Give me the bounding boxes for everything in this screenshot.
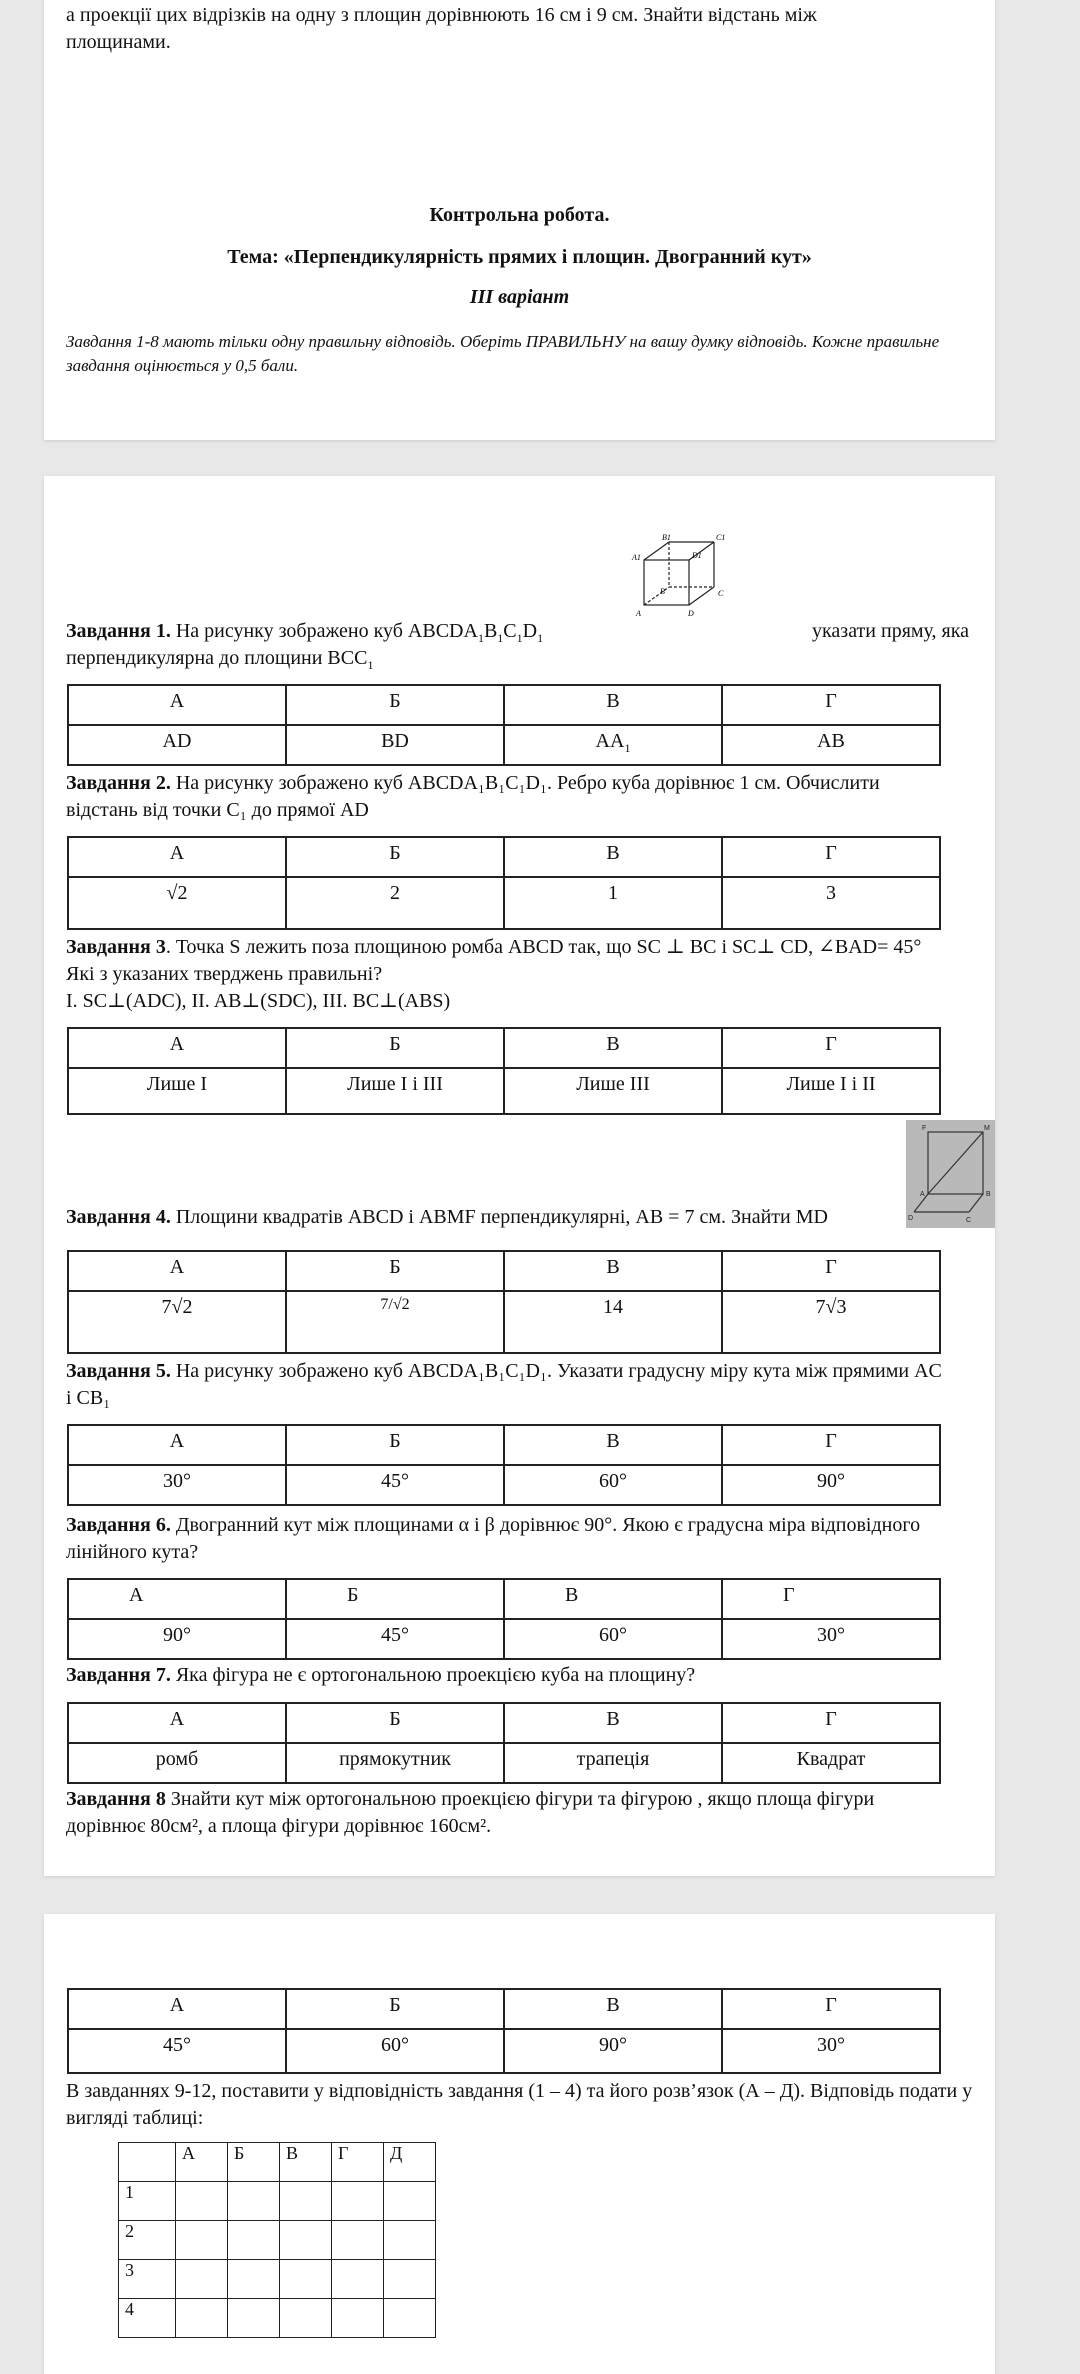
task2-label: Завдання 2. bbox=[66, 772, 171, 794]
header-v: В bbox=[504, 1989, 722, 2029]
task3-answer-table bbox=[67, 1027, 941, 1115]
header-g: Г bbox=[722, 1703, 940, 1743]
page1-top-line2: площинами. bbox=[66, 31, 171, 53]
header-v: В bbox=[504, 1251, 722, 1291]
matching-instruction-line1: В завданнях 9-12, поставити у відповідність завдання (1 – 4) та його розв’язок (А – Д). Відповідь подати у bbox=[66, 2080, 973, 2102]
task1-label: Завдання 1. bbox=[66, 620, 171, 642]
grid-cell[interactable] bbox=[176, 2182, 228, 2221]
task6-label: Завдання 6. bbox=[66, 1514, 171, 1536]
task7-answer-table bbox=[67, 1702, 941, 1784]
grid-cell[interactable] bbox=[176, 2221, 228, 2260]
task1-answer-v-text: AA bbox=[595, 730, 625, 752]
grid-cell[interactable] bbox=[332, 2260, 384, 2299]
task4-answer-g[interactable]: 7√3 bbox=[722, 1291, 940, 1353]
squares-figure bbox=[906, 1120, 995, 1228]
cube-label-d: D bbox=[688, 609, 694, 618]
cube-label-a1: A1 bbox=[632, 553, 641, 562]
task8-answer-v[interactable]: 90° bbox=[504, 2029, 722, 2073]
grid-col-a: А bbox=[176, 2143, 228, 2182]
cube-label-c: C bbox=[718, 589, 724, 598]
task7-body: Яка фігура не є ортогональною проекцією куба на площину? bbox=[175, 1664, 696, 1686]
task7-answer-v[interactable]: трапеція bbox=[504, 1743, 722, 1783]
header-v: В bbox=[504, 1425, 722, 1465]
page1-top-line1: а проекції цих відрізків на одну з площин дорівнюють 16 см і 9 см. Знайти відстань між bbox=[66, 4, 817, 26]
grid-col-d: Д bbox=[384, 2143, 436, 2182]
grid-cell[interactable] bbox=[280, 2221, 332, 2260]
header-b: Б bbox=[286, 1028, 504, 1068]
task8-line2: дорівнює 80см², а площа фігури дорівнює 160см². bbox=[66, 1815, 492, 1837]
grid-row-2: 2 bbox=[119, 2221, 176, 2260]
task5-answer-b[interactable]: 45° bbox=[286, 1465, 504, 1505]
grid-cell[interactable] bbox=[384, 2299, 436, 2338]
header-g: Г bbox=[722, 1989, 940, 2029]
page-1 bbox=[44, 0, 995, 440]
task4-body: Площини квадратів ABCD і ABMF перпендикулярні, AB = 7 см. Знайти MD bbox=[175, 1206, 828, 1228]
task1-body: На рисунку зображено куб ABCDA bbox=[175, 620, 478, 642]
header-a: А bbox=[68, 1425, 286, 1465]
task1-answer-g[interactable]: AB bbox=[722, 725, 940, 765]
task5-answer-g[interactable]: 90° bbox=[722, 1465, 940, 1505]
sq-label-b: B bbox=[986, 1191, 991, 1198]
task8-answer-table bbox=[67, 1988, 941, 2074]
task8-label: Завдання 8 bbox=[66, 1788, 166, 1810]
grid-cell[interactable] bbox=[332, 2221, 384, 2260]
task7-answer-g[interactable]: Квадрат bbox=[722, 1743, 940, 1783]
page-2 bbox=[44, 476, 995, 1876]
task3-text bbox=[66, 934, 921, 961]
task5-answer-table bbox=[67, 1424, 941, 1506]
task7-label: Завдання 7. bbox=[66, 1664, 171, 1686]
task4-label: Завдання 4. bbox=[66, 1206, 171, 1228]
task8-text bbox=[66, 1786, 874, 1813]
header-a: А bbox=[68, 685, 286, 725]
cube-label-b: B bbox=[660, 587, 665, 596]
header-b: Б bbox=[286, 1251, 504, 1291]
grid-cell[interactable] bbox=[384, 2182, 436, 2221]
header-g: Г bbox=[722, 1425, 940, 1465]
task1-text: Завдання 1. На рисунку зображено куб $ABCDA_1B_1C_1D_1$ bbox=[66, 620, 544, 645]
grid-cell[interactable] bbox=[384, 2221, 436, 2260]
sq-label-a: A bbox=[920, 1191, 925, 1198]
task2-text bbox=[66, 770, 880, 797]
grid-row-1: 1 bbox=[119, 2182, 176, 2221]
cube-label-c1: C1 bbox=[716, 533, 726, 542]
task5-answer-a[interactable]: 30° bbox=[68, 1465, 286, 1505]
task1-answer-a[interactable]: AD bbox=[68, 725, 286, 765]
task6-answer-table bbox=[67, 1578, 941, 1660]
grid-cell[interactable] bbox=[228, 2182, 280, 2221]
test-topic: Тема: «Перпендикулярність прямих і площин. Двогранний кут» bbox=[227, 246, 812, 268]
task3-body: . Точка S лежить поза площиною ромба ABCD так, що SC ⊥ BC і SC⊥ CD, ∠BAD= 45° bbox=[165, 936, 922, 958]
task6-answer-g[interactable]: 30° bbox=[722, 1619, 940, 1659]
task1-answer-table bbox=[67, 684, 941, 766]
cube-label-d1: D1 bbox=[692, 551, 702, 560]
task8-answer-b[interactable]: 60° bbox=[286, 2029, 504, 2073]
grid-cell[interactable] bbox=[384, 2260, 436, 2299]
task2-answer-v[interactable]: 1 bbox=[504, 877, 722, 929]
grid-cell[interactable] bbox=[332, 2299, 384, 2338]
grid-cell[interactable] bbox=[280, 2182, 332, 2221]
task6-answer-v[interactable]: 60° bbox=[504, 1619, 722, 1659]
task3-answer-b[interactable]: Лише І і ІІІ bbox=[286, 1068, 504, 1114]
header-g: Г bbox=[722, 1579, 940, 1619]
header-b: Б bbox=[286, 1989, 504, 2029]
grid-col-b: Б bbox=[228, 2143, 280, 2182]
task5-text bbox=[66, 1358, 942, 1385]
task2-answer-table bbox=[67, 836, 941, 930]
task4-answer-b[interactable]: 7/√2 bbox=[286, 1291, 504, 1353]
page-3 bbox=[44, 1914, 995, 2374]
header-v: В bbox=[504, 1028, 722, 1068]
task3-answer-v[interactable]: Лише ІІІ bbox=[504, 1068, 722, 1114]
task1-line2-text: перпендикулярна до площини BCC bbox=[66, 647, 368, 669]
sq-label-c: C bbox=[966, 1217, 972, 1224]
task6-answer-a[interactable]: 90° bbox=[68, 1619, 286, 1659]
grid-cell[interactable] bbox=[176, 2260, 228, 2299]
task3-label: Завдання 3 bbox=[66, 936, 166, 958]
task8-answer-a[interactable]: 45° bbox=[68, 2029, 286, 2073]
task5-line2: і CB₁ bbox=[66, 1387, 111, 1409]
task2-answer-g[interactable]: 3 bbox=[722, 877, 940, 929]
task6-body: Двогранний кут між площинами α і β дорівнює 90°. Якою є градусна міра відповідного bbox=[170, 1514, 921, 1536]
header-v: В bbox=[504, 1579, 722, 1619]
task6-text bbox=[66, 1512, 920, 1539]
header-a: А bbox=[68, 1579, 286, 1619]
matching-instruction-line2: вигляді таблиці: bbox=[66, 2107, 204, 2129]
grid-row-4: 4 bbox=[119, 2299, 176, 2338]
grid-cell[interactable] bbox=[228, 2221, 280, 2260]
header-g: Г bbox=[722, 1028, 940, 1068]
test-variant: ІІІ варіант bbox=[469, 286, 570, 308]
task7-text bbox=[66, 1662, 695, 1689]
header-g: Г bbox=[722, 837, 940, 877]
task3-line3: I. SC⊥(ADC), II. AB⊥(SDC), III. BC⊥(ABS) bbox=[66, 990, 451, 1012]
task7-answer-b[interactable]: прямокутник bbox=[286, 1743, 504, 1783]
grid-cell[interactable] bbox=[280, 2260, 332, 2299]
header-v: В bbox=[504, 837, 722, 877]
grid-cell[interactable] bbox=[176, 2299, 228, 2338]
grid-corner bbox=[119, 2143, 176, 2182]
task6-answer-b[interactable]: 45° bbox=[286, 1619, 504, 1659]
sq-label-d: D bbox=[908, 1215, 914, 1222]
cube-figure bbox=[624, 532, 754, 622]
header-b: Б bbox=[286, 1703, 504, 1743]
grid-col-g: Г bbox=[332, 2143, 384, 2182]
task4-answer-table bbox=[67, 1250, 941, 1354]
task8-answer-g[interactable]: 30° bbox=[722, 2029, 940, 2073]
header-b: Б bbox=[286, 1425, 504, 1465]
cube-label-a: A bbox=[636, 609, 641, 618]
task2-line2: відстань від точки C₁ до прямої AD bbox=[66, 799, 369, 821]
task7-answer-a[interactable]: ромб bbox=[68, 1743, 286, 1783]
sq-label-f: F bbox=[922, 1125, 927, 1132]
task5-body: На рисунку зображено куб ABCDA₁B₁C₁D₁. Указати градусну міру кута між прямими AC bbox=[175, 1360, 942, 1382]
header-a: А bbox=[68, 1028, 286, 1068]
task3-line2: Які з указаних тверджень правильні? bbox=[66, 963, 383, 985]
header-b: Б bbox=[286, 837, 504, 877]
task5-label: Завдання 5. bbox=[66, 1360, 171, 1382]
task4-answer-v[interactable]: 14 bbox=[504, 1291, 722, 1353]
grid-col-v: В bbox=[280, 2143, 332, 2182]
task4-text bbox=[66, 1204, 828, 1231]
header-g: Г bbox=[722, 1251, 940, 1291]
task1-answer-b[interactable]: BD bbox=[286, 725, 504, 765]
header-b: Б bbox=[286, 1579, 504, 1619]
task2-body: На рисунку зображено куб ABCDA₁B₁C₁D₁. Ребро куба дорівнює 1 см. Обчислити bbox=[175, 772, 880, 794]
grid-cell[interactable] bbox=[332, 2182, 384, 2221]
task1-text-right: указати пряму, яка bbox=[812, 620, 970, 642]
task4-answer-a[interactable]: 7√2 bbox=[68, 1291, 286, 1353]
task3-answer-a[interactable]: Лише І bbox=[68, 1068, 286, 1114]
grid-cell[interactable] bbox=[228, 2260, 280, 2299]
header-a: А bbox=[68, 1703, 286, 1743]
cube-label-b1: B1 bbox=[662, 533, 671, 542]
task1-answer-v[interactable]: $AA_1$ bbox=[504, 725, 722, 765]
header-v: В bbox=[504, 685, 722, 725]
test-instructions: Завдання 1-8 мають тільки одну правильну відповідь. Оберіть ПРАВИЛЬНУ на вашу думку відповідь. Кожне правильне завдання оцінюється у 0,5 бали. bbox=[66, 332, 940, 375]
header-b: Б bbox=[286, 685, 504, 725]
grid-cell[interactable] bbox=[280, 2299, 332, 2338]
task8-body: Знайти кут між ортогональною проекцією фігури та фігурою , якщо площа фігури bbox=[170, 1788, 875, 1810]
sq-label-m: M bbox=[984, 1125, 990, 1132]
task1-line2: перпендикулярна до площини $BCC_1$ bbox=[66, 647, 374, 672]
matching-answer-grid bbox=[118, 2142, 436, 2338]
task3-answer-g[interactable]: Лише І і ІІ bbox=[722, 1068, 940, 1114]
header-a: А bbox=[68, 837, 286, 877]
test-title: Контрольна робота. bbox=[429, 204, 610, 226]
header-a: А bbox=[68, 1989, 286, 2029]
task2-answer-b[interactable]: 2 bbox=[286, 877, 504, 929]
header-a: А bbox=[68, 1251, 286, 1291]
grid-cell[interactable] bbox=[228, 2299, 280, 2338]
task6-line2: лінійного кута? bbox=[66, 1541, 199, 1563]
task2-answer-a[interactable]: √2 bbox=[68, 877, 286, 929]
header-v: В bbox=[504, 1703, 722, 1743]
grid-row-3: 3 bbox=[119, 2260, 176, 2299]
task5-answer-v[interactable]: 60° bbox=[504, 1465, 722, 1505]
header-g: Г bbox=[722, 685, 940, 725]
